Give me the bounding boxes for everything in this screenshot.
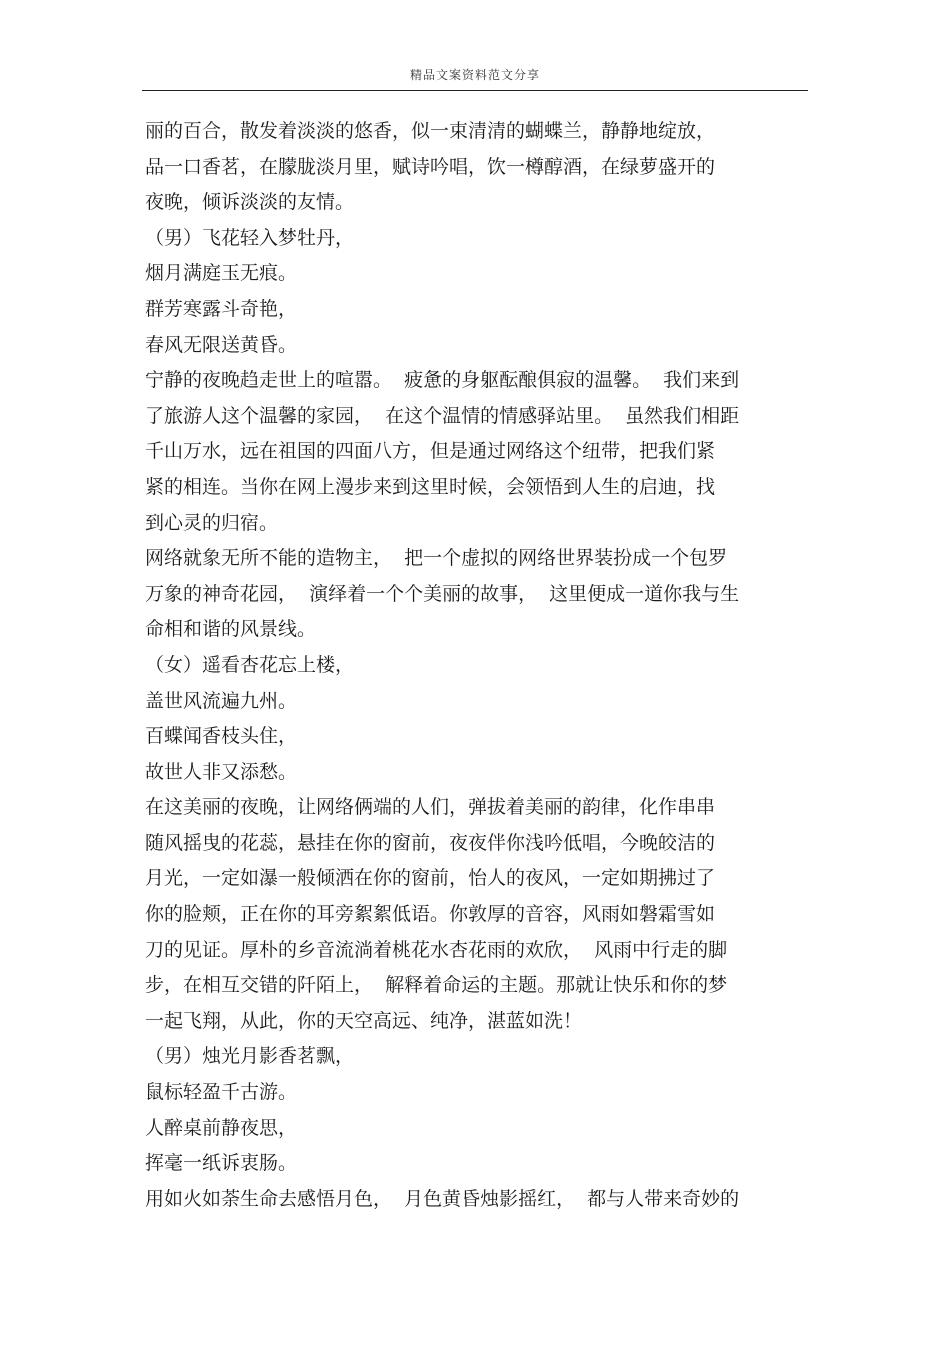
text-line: 夜晚，倾诉淡淡的友情。 bbox=[145, 191, 355, 214]
text-line: （女）遥看杏花忘上楼， bbox=[145, 653, 355, 676]
text-line: 烟月满庭玉无痕。 bbox=[145, 262, 298, 285]
text-line: 人醉桌前静夜思， bbox=[145, 1116, 298, 1139]
text-line: 盖世风流遍九州。 bbox=[145, 689, 298, 712]
text-line: 你的脸颊，正在你的耳旁絮絮低语。你敦厚的音容，风雨如磐霜雪如 bbox=[145, 903, 716, 926]
text-line: 紧的相连。当你在网上漫步来到这里时候，会领悟到人生的启迪，找 bbox=[145, 475, 716, 498]
text-line: 步，在相互交错的阡陌上， 解释着命运的主题。那就让快乐和你的梦 bbox=[145, 974, 728, 997]
text-line: 百蝶闻香枝头住， bbox=[145, 725, 298, 748]
text-line: 到心灵的归宿。 bbox=[145, 511, 279, 534]
text-line: （男）飞花轻入梦牡丹， bbox=[145, 226, 355, 249]
text-line: 一起飞翔，从此，你的天空高远、纯净，湛蓝如洗！ bbox=[145, 1009, 583, 1032]
text-line: 用如火如荼生命去感悟月色， 月色黄昏烛影摇红， 都与人带来奇妙的 bbox=[145, 1187, 740, 1210]
text-line: 丽的百合，散发着淡淡的悠香，似一束清清的蝴蝶兰，静静地绽放， bbox=[145, 120, 716, 142]
text-line: 命相和谐的风景线。 bbox=[145, 618, 317, 641]
text-line: 鼠标轻盈千古游。 bbox=[145, 1081, 298, 1104]
text-line: 月光，一定如瀑一般倾洒在你的窗前，怡人的夜风，一定如期拂过了 bbox=[145, 867, 716, 890]
text-line: 品一口香茗，在朦胧淡月里，赋诗吟唱，饮一樽醇酒，在绿萝盛开的 bbox=[145, 155, 716, 178]
text-line: （男）烛光月影香茗飘， bbox=[145, 1045, 355, 1068]
text-line: 刀的见证。厚朴的乡音流淌着桃花水杏花雨的欢欣， 风雨中行走的脚 bbox=[145, 938, 728, 961]
text-line: 挥毫一纸诉衷肠。 bbox=[145, 1152, 298, 1175]
body-text bbox=[145, 114, 815, 1217]
text-line: 故世人非又添愁。 bbox=[145, 760, 298, 783]
text-line: 网络就象无所不能的造物主， 把一个虚拟的网络世界装扮成一个包罗 bbox=[145, 547, 728, 570]
text-line: 宁静的夜晚趋走世上的喧嚣。 疲惫的身躯酝酿俱寂的温馨。 我们来到 bbox=[145, 369, 740, 392]
page-header: 精品文案资料范文分享 bbox=[409, 68, 540, 82]
text-line: 春风无限送黄昏。 bbox=[145, 333, 298, 356]
header-divider bbox=[142, 90, 808, 91]
text-line: 群芳寒露斗奇艳， bbox=[145, 297, 298, 320]
text-line: 在这美丽的夜晚，让网络俩端的人们，弹拔着美丽的韵律，化作串串 bbox=[145, 796, 716, 819]
text-line: 了旅游人这个温馨的家园， 在这个温情的情感驿站里。 虽然我们相距 bbox=[145, 404, 740, 427]
text-line: 千山万水，远在祖国的四面八方，但是通过网络这个纽带，把我们紧 bbox=[145, 440, 716, 463]
text-line: 随风摇曳的花蕊，悬挂在你的窗前，夜夜伴你浅吟低唱，今晚皎洁的 bbox=[145, 831, 716, 854]
text-line: 万象的神奇花园， 演绎着一个个美丽的故事， 这里便成一道你我与生 bbox=[145, 582, 740, 605]
